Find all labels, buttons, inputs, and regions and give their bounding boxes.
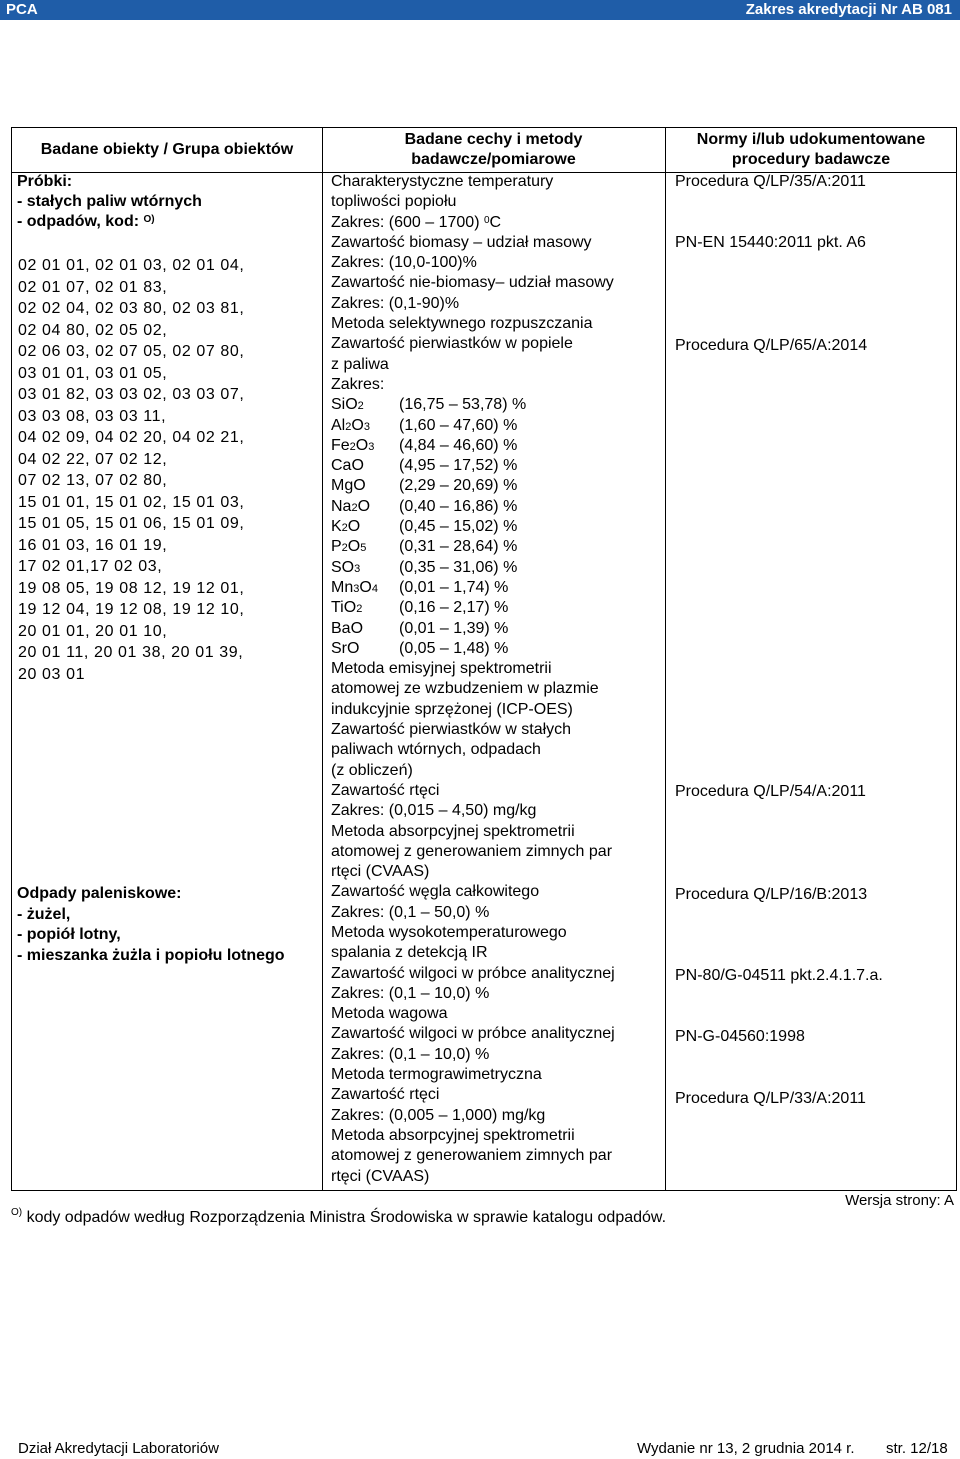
footnote-mark: O) — [143, 214, 155, 225]
norm-procedure: PN-EN 15440:2011 pkt. A6 — [675, 234, 866, 251]
col-header-norms-line1: Normy i/lub udokumentowane — [696, 131, 926, 148]
method-line: Zakres: (0,1 – 10,0) % — [331, 984, 490, 1002]
method-line: Zawartość węgla całkowitego — [331, 883, 540, 901]
oxide-row — [331, 395, 615, 415]
method-line: Zakres: (0,1-90)% — [331, 294, 460, 312]
method-line: Zakres: (0,1 – 50,0) % — [331, 903, 490, 921]
waste-codes-line: 02 04 80, 02 05 02, — [18, 321, 168, 339]
oxide-range: (0,16 – 2,17) % — [399, 599, 509, 617]
method-line: spalania z detekcją IR — [331, 944, 488, 962]
waste-codes-line: 16 01 03, 16 01 19, — [18, 536, 168, 554]
method-line: Metoda selektywnego rozpuszczania — [331, 315, 593, 333]
method-line: topliwości popiołu — [331, 193, 457, 211]
footer-edition: Wydanie nr 13, 2 grudnia 2014 r. — [637, 1440, 855, 1457]
oxide-formula: SiO2 — [331, 396, 364, 414]
method-line: Metoda termograwimetryczna — [331, 1066, 542, 1084]
objects-title: Próbki: — [17, 173, 73, 190]
oxide-range: (0,40 – 16,86) % — [399, 497, 518, 515]
oxide-row — [331, 619, 615, 639]
method-line: (z obliczeń) — [331, 761, 413, 779]
waste-codes-line: 03 01 01, 03 01 05, — [18, 364, 168, 382]
method-line: paliwach wtórnych, odpadach — [331, 741, 541, 759]
oxide-formula: BaO — [331, 619, 364, 637]
top-header-bar — [0, 0, 960, 20]
method-line: atomowej z generowaniem zimnych par — [331, 842, 613, 860]
norm-procedure: Procedura Q/LP/54/A:2011 — [675, 783, 866, 800]
method-line: rtęci (CVAAS) — [331, 1167, 430, 1185]
method-line: Zawartość pierwiastków w stałych — [331, 721, 572, 739]
oxide-range: (1,60 – 47,60) % — [399, 416, 518, 434]
oxide-row — [331, 436, 615, 456]
method-line: Zakres: (0,005 – 1,000) mg/kg — [331, 1106, 546, 1124]
waste-codes-line: 02 01 01, 02 01 03, 02 01 04, — [18, 257, 245, 274]
oxide-range: (4,84 – 46,60) % — [399, 436, 518, 454]
oxide-row — [331, 639, 615, 659]
method-line: Metoda emisyjnej spektrometrii — [331, 660, 552, 678]
oxide-formula: Al2O3 — [331, 416, 370, 434]
method-line: atomowej ze wzbudzeniem w plazmie — [331, 680, 599, 698]
method-line: Zawartość rtęci — [331, 1086, 440, 1104]
waste-codes-line: 02 06 03, 02 07 05, 02 07 80, — [18, 343, 245, 360]
methods-column — [331, 172, 615, 1187]
oxide-row — [331, 476, 615, 496]
waste-codes-line: 04 02 09, 04 02 20, 04 02 21, — [18, 429, 245, 446]
method-line: z paliwa — [331, 355, 389, 373]
method-line: Metoda wagowa — [331, 1005, 448, 1023]
col-header-norms — [665, 130, 957, 170]
waste-codes-line: 03 03 08, 03 03 11, — [18, 407, 167, 425]
col-header-norms-line2: procedury badawcze — [731, 151, 891, 168]
norm-procedure: Procedura Q/LP/35/A:2011 — [675, 173, 866, 190]
col-header-methods — [322, 130, 665, 170]
ash-title: Odpady paleniskowe: — [17, 885, 182, 902]
oxide-row — [331, 456, 615, 476]
degree-sup: 0 — [483, 214, 490, 226]
oxide-formula: SrO — [331, 639, 360, 657]
oxide-range: (0,01 – 1,39) % — [399, 619, 509, 637]
waste-codes-line: 19 12 04, 19 12 08, 19 12 10, — [18, 601, 245, 618]
page-version: Wersja strony: A — [845, 1192, 954, 1209]
waste-codes-line: 02 01 07, 02 01 83, — [18, 278, 168, 296]
oxide-formula: MgO — [331, 477, 366, 495]
method-line: Zakres: (0,015 – 4,50) mg/kg — [331, 802, 537, 820]
footnote — [11, 1209, 666, 1227]
oxide-range: (16,75 – 53,78) % — [399, 396, 527, 414]
oxide-range: (0,45 – 15,02) % — [399, 518, 518, 536]
method-line: Zakres: (10,0-100)% — [331, 254, 477, 272]
oxide-row — [331, 416, 615, 436]
unit-text: C — [489, 213, 502, 231]
oxide-range: (0,35 – 31,06) % — [399, 558, 518, 576]
footer-page-number: str. 12/18 — [886, 1440, 948, 1457]
oxide-range: (4,95 – 17,52) % — [399, 457, 518, 475]
method-line: Zawartość nie-biomasy– udział masowy — [331, 274, 614, 292]
oxide-formula: P2O5 — [331, 538, 367, 556]
waste-codes-line: 02 02 04, 02 03 80, 02 03 81, — [18, 300, 245, 317]
ash-item: - żużel, — [17, 906, 71, 923]
ash-item: - mieszanka żużla i popiołu lotnego — [17, 947, 285, 964]
method-line: Metoda wysokotemperaturowego — [331, 923, 567, 941]
waste-codes-list — [18, 255, 244, 685]
oxide-formula: CaO — [331, 457, 364, 475]
oxide-row — [331, 578, 615, 598]
oxide-range: (0,01 – 1,74) % — [399, 578, 509, 596]
oxide-formula: Fe2O3 — [331, 436, 375, 454]
objects-sub-waste — [17, 212, 155, 232]
col-header-objects: Badane obiekty / Grupa obiektów — [40, 141, 294, 158]
oxide-formula: SO3 — [331, 558, 361, 576]
method-line: Zawartość pierwiastków w popiele — [331, 335, 573, 353]
footnote-text: kody odpadów według Rozporządzenia Ministra Środowiska w sprawie katalogu odpadów. — [26, 1209, 667, 1226]
method-line: Metoda absorpcyjnej spektrometrii — [331, 1126, 575, 1144]
oxide-row — [331, 598, 615, 618]
norm-procedure: Procedura Q/LP/33/A:2011 — [675, 1090, 866, 1107]
oxide-range: (0,31 – 28,64) % — [399, 538, 518, 556]
oxide-formula: Mn3O4 — [331, 578, 378, 596]
method-line: indukcyjnie sprzężonej (ICP-OES) — [331, 700, 573, 718]
waste-codes-line: 15 01 05, 15 01 06, 15 01 09, — [18, 515, 245, 532]
waste-codes-line: 19 08 05, 19 08 12, 19 12 01, — [18, 579, 245, 597]
oxide-range: (2,29 – 20,69) % — [399, 477, 518, 495]
oxide-range: (0,05 – 1,48) % — [399, 639, 509, 657]
waste-codes-line: 17 02 01,17 02 03, — [18, 558, 163, 575]
waste-codes-line: 15 01 01, 15 01 02, 15 01 03, — [18, 493, 245, 511]
oxide-formula: TiO2 — [331, 599, 363, 617]
waste-codes-line: 20 01 11, 20 01 38, 20 01 39, — [18, 644, 244, 661]
method-line: Zakres: (0,1 – 10,0) % — [331, 1045, 490, 1063]
objects-sub-fuels: - stałych paliw wtórnych — [17, 193, 202, 210]
range-text: Zakres: (600 – 1700) — [331, 213, 480, 231]
oxide-row — [331, 558, 615, 578]
ash-item: - popiół lotny, — [17, 926, 121, 943]
waste-codes-line: 20 01 01, 20 01 10, — [18, 622, 168, 640]
method-line: rtęci (CVAAS) — [331, 863, 430, 881]
waste-codes-line: 04 02 22, 07 02 12, — [18, 450, 168, 468]
oxide-row — [331, 537, 615, 557]
oxide-formula: Na2O — [331, 497, 371, 515]
norm-procedure: Procedura Q/LP/16/B:2013 — [675, 886, 868, 903]
header-org: PCA — [6, 1, 38, 18]
method-line — [331, 213, 615, 233]
col-header-methods-line2: badawcze/pomiarowe — [411, 151, 576, 168]
norm-procedure: PN-G-04560:1998 — [675, 1028, 805, 1045]
waste-codes-line: 03 01 82, 03 03 02, 03 03 07, — [18, 386, 245, 403]
norm-procedure: Procedura Q/LP/65/A:2014 — [675, 337, 868, 354]
method-line: Zawartość rtęci — [331, 781, 440, 799]
oxide-row — [331, 497, 615, 517]
waste-codes-line: 20 03 01 — [18, 665, 86, 683]
column-divider — [322, 128, 323, 1190]
col-header-methods-line1: Badane cechy i metody — [404, 131, 583, 148]
column-divider — [665, 128, 666, 1190]
waste-codes-line: 07 02 13, 07 02 80, — [18, 472, 168, 489]
method-line: Charakterystyczne temperatury — [331, 173, 554, 190]
method-line: Zawartość biomasy – udział masowy — [331, 233, 592, 251]
footer-department: Dział Akredytacji Laboratoriów — [18, 1440, 219, 1457]
header-scope-title: Zakres akredytacji Nr AB 081 — [745, 1, 952, 18]
oxide-formula: K2O — [331, 518, 361, 536]
norm-procedure: PN-80/G-04511 pkt.2.4.1.7.a. — [675, 967, 883, 984]
method-line: Zawartość wilgoci w próbce analitycznej — [331, 964, 615, 982]
method-line: Zawartość wilgoci w próbce analitycznej — [331, 1025, 615, 1043]
method-line: Zakres: — [331, 375, 385, 393]
method-line: Metoda absorpcyjnej spektrometrii — [331, 822, 575, 840]
objects-sub-waste-label: - odpadów, kod: — [17, 213, 140, 230]
method-line: atomowej z generowaniem zimnych par — [331, 1147, 613, 1165]
footnote-mark: O) — [11, 1207, 23, 1218]
oxide-row — [331, 517, 615, 537]
